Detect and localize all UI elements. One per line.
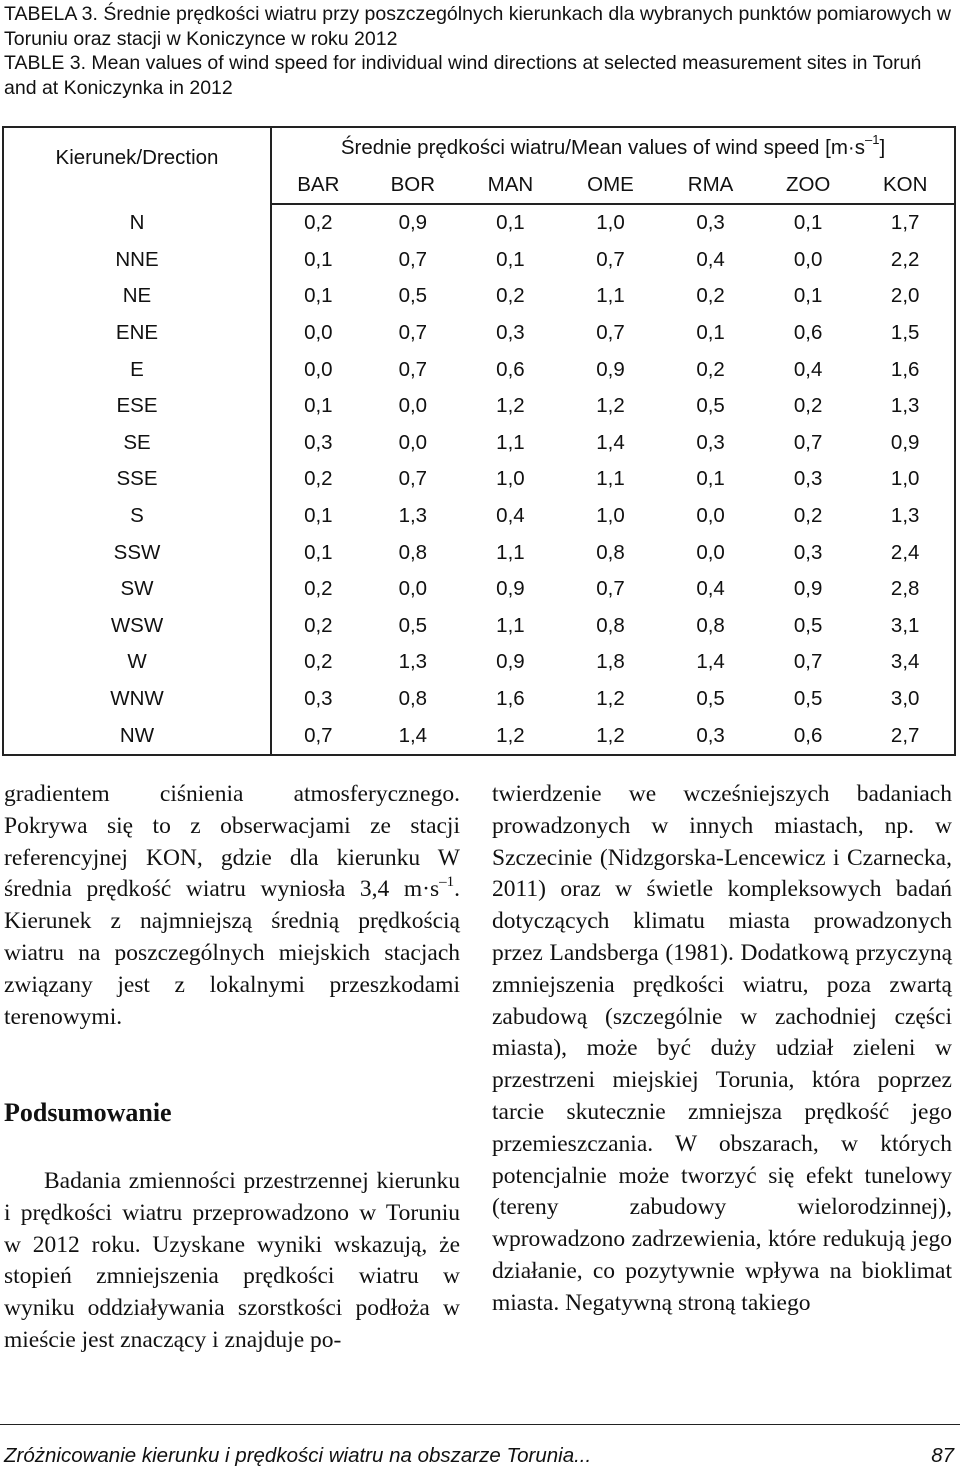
station-header-bor: BOR [365,167,461,205]
value-cell: 0,1 [304,247,333,271]
value-cell: 0,1 [696,467,725,491]
value-cell: 2,0 [890,284,920,308]
value-cell: 0,1 [304,503,333,527]
caption-polish: TABELA 3. Średnie prędkości wiatru przy poszczególnych kierunkach dla wybranych punktów pomiarowych w Toruniu oraz stacji w Koniczynce w roku 2012 [4,3,951,50]
value-cell: 0,5 [398,613,428,637]
value-cell: 0,1 [496,211,525,235]
direction-cell: N [3,204,271,242]
station-header-ome: OME [560,167,661,205]
value-cell: 0,0 [304,320,333,344]
table-row [3,242,955,279]
table-row [3,644,955,681]
right-paragraph: twierdzenie we wcześniejszych badaniach prowadzonych w innych miastach, np. w Szczecinie (Nidzgorska-Lencewicz i Czarnecka, 2011) oraz w świetle kompleksowych badań dotyczących klimatu miasta prowadzonych przez Landsberga (1981). Dodatkową przyczyną zmniejszenia prędkości wiatru, poza zwartą zabudową (szczególnie w zachodniej części miasta), może być duży udział zieleni w przestrzeni miejskiej Torunia, która poprzez tarcie skutecznie zmniejsza prędkość jego przemieszczania. W obszarach, w których potencjalnie może tworzyć się efekt tunelowy (tereny zabudowy wielorodzinnej), wprowadzono zadrzewienia, które redukują jego działanie, co pozytywnie wpływa na bioklimat miasta. Negatywną stroną takiego [492,781,952,1316]
value-cell: 0,4 [793,357,823,381]
direction-cell: NW [3,718,271,756]
value-cell: 0,5 [793,686,823,710]
value-cell: 0,2 [696,284,725,308]
station-header-man: MAN [461,167,560,205]
direction-cell: W [3,644,271,681]
table-row [3,204,955,242]
section-heading: Podsumowanie [4,1098,172,1127]
value-cell: 0,4 [696,577,725,601]
value-cell: 0,2 [793,394,823,418]
table-row [3,388,955,425]
value-cell: 3,1 [890,613,920,637]
value-cell: 1,2 [496,394,525,418]
direction-cell: ESE [3,388,271,425]
direction-cell: NNE [3,242,271,279]
value-cell: 0,9 [793,577,823,601]
value-cell: 0,8 [696,613,725,637]
value-cell: 1,3 [398,503,428,527]
table-row [3,718,955,756]
value-cell: 1,3 [890,394,920,418]
table-header-row [3,127,955,167]
value-cell: 0,2 [793,503,823,527]
value-cell: 1,2 [596,723,625,747]
value-cell: 0,9 [596,357,625,381]
value-cell: 3,0 [890,686,920,710]
direction-cell: WSW [3,608,271,645]
value-cell: 0,9 [496,650,525,674]
table-row [3,681,955,718]
direction-cell: S [3,498,271,535]
direction-cell: SE [3,425,271,462]
direction-cell: SW [3,571,271,608]
value-cell: 0,5 [398,284,428,308]
value-cell: 0,3 [304,686,333,710]
value-cell: 0,0 [398,430,428,454]
value-cell: 0,7 [596,577,625,601]
table-row [3,461,955,498]
direction-cell: SSE [3,461,271,498]
value-cell: 0,4 [496,503,525,527]
value-cell: 0,8 [398,540,428,564]
value-cell: 0,7 [398,467,428,491]
station-header-rma: RMA [661,167,760,205]
value-cell: 0,7 [596,247,625,271]
value-cell: 0,2 [304,650,333,674]
value-cell: 0,1 [304,394,333,418]
left-paragraph: gradientem ciśnienia atmosferycznego. Pokrywa się to z obserwacjami ze stacji referencyjnej KON, gdzie dla kierunku W średnia prędkość wiatru wyniosła 3,4 $m\cdot s^{-1}$. Kierunek z najmniejszą średnią prędkością wiatru na poszczególnych miejskich stacjach związany jest z lokalnymi przeszkodami terenowymi. [4,781,460,1030]
value-cell: 1,1 [596,467,625,491]
value-cell: 1,1 [496,613,525,637]
value-cell: 0,9 [890,430,920,454]
value-cell: 0,9 [398,211,428,235]
station-header-bar: BAR [271,167,365,205]
value-cell: 0,2 [304,577,333,601]
value-cell: 0,6 [793,723,823,747]
value-cell: 0,3 [696,723,725,747]
value-cell: 3,4 [890,650,920,674]
value-cell: 0,3 [696,430,725,454]
left-column-text [4,779,460,1033]
value-cell: 2,8 [890,577,920,601]
value-cell: 1,0 [596,503,625,527]
value-cell: 1,6 [890,357,920,381]
value-cell: 1,0 [596,211,625,235]
value-cell: 0,7 [398,357,428,381]
table-row [3,498,955,535]
value-cell: 1,2 [496,723,525,747]
value-cell: 0,1 [793,211,823,235]
value-cell: 1,6 [496,686,525,710]
page-number: 87 [931,1444,954,1467]
value-cell: 0,3 [496,320,525,344]
direction-cell: SSW [3,535,271,572]
mean-values-header: Średnie prędkości wiatru/Mean values of wind speed $[m\cdot s^{-1}]$ [340,132,886,159]
direction-cell: WNW [3,681,271,718]
value-cell: 0,0 [793,247,823,271]
table-row [3,571,955,608]
value-cell: 0,2 [304,613,333,637]
value-cell: 1,1 [496,430,525,454]
value-cell: 1,5 [890,320,920,344]
value-cell: 0,2 [696,357,725,381]
value-cell: 0,6 [496,357,525,381]
value-cell: 2,7 [890,723,920,747]
value-cell: 0,7 [793,650,823,674]
value-cell: 0,0 [398,394,428,418]
table-body [3,204,955,755]
value-cell: 1,3 [398,650,428,674]
value-cell: 2,2 [890,247,920,271]
value-cell: 0,8 [596,540,625,564]
value-cell: 0,4 [696,247,725,271]
value-cell: 0,5 [696,394,725,418]
table-row [3,352,955,389]
value-cell: 1,1 [596,284,625,308]
footer-running-title: Zróżnicowanie kierunku i prędkości wiatru na obszarze Torunia... [4,1444,592,1467]
direction-cell: ENE [3,315,271,352]
table-caption [4,2,954,100]
value-cell: 1,1 [496,540,525,564]
value-cell: 0,7 [398,247,428,271]
station-header-zoo: ZOO [760,167,856,205]
value-cell: 0,8 [398,686,428,710]
value-cell: 0,5 [696,686,725,710]
value-cell: 1,4 [596,430,625,454]
value-cell: 0,2 [496,284,525,308]
value-cell: 0,0 [398,577,428,601]
table-row [3,608,955,645]
table-row [3,315,955,352]
value-cell: 0,2 [304,467,333,491]
table-row [3,425,955,462]
right-column-text [492,779,952,1320]
wind-speed-table [2,126,956,756]
value-cell: 1,7 [890,211,920,235]
value-cell: 0,7 [398,320,428,344]
value-cell: 0,6 [793,320,823,344]
value-cell: 0,3 [304,430,333,454]
value-cell: 0,7 [596,320,625,344]
direction-header: Kierunek/Drection [3,127,271,204]
station-header-kon: KON [856,167,955,205]
value-cell: 0,7 [304,723,333,747]
value-cell: 0,0 [696,503,725,527]
value-cell: 0,1 [496,247,525,271]
value-cell: 1,0 [890,467,920,491]
value-cell: 1,2 [596,686,625,710]
value-cell: 0,5 [793,613,823,637]
value-cell: 0,1 [793,284,823,308]
value-cell: 1,3 [890,503,920,527]
caption-english: TABLE 3. Mean values of wind speed for individual wind directions at selected measurement sites in Toruń and at Koniczynka in 2012 [4,52,922,99]
value-cell: 0,1 [304,540,333,564]
value-cell: 1,4 [696,650,725,674]
value-cell: 0,9 [496,577,525,601]
direction-cell: NE [3,278,271,315]
table-row [3,278,955,315]
value-cell: 0,3 [696,211,725,235]
value-cell: 0,1 [304,284,333,308]
value-cell: 0,0 [304,357,333,381]
value-cell: 1,2 [596,394,625,418]
value-cell: 0,2 [304,211,333,235]
summary-paragraph: Badania zmienności przestrzennej kierunku i prędkości wiatru przeprowadzono w Toruniu w 2012 roku. Uzyskane wyniki wskazują, że stopień zmniejszenia prędkości wiatru w wyniku oddziaływania szorstkości podłoża w mieście jest znaczący i znajduje po- [4,1168,460,1353]
value-cell: 0,7 [793,430,823,454]
value-cell: 2,4 [890,540,920,564]
value-cell: 1,4 [398,723,428,747]
value-cell: 0,1 [696,320,725,344]
value-cell: 0,3 [793,540,823,564]
value-cell: 0,8 [596,613,625,637]
value-cell: 0,0 [696,540,725,564]
value-cell: 1,0 [496,467,525,491]
value-cell: 1,8 [596,650,625,674]
table-row [3,535,955,572]
value-cell: 0,3 [793,467,823,491]
footer-divider [0,1424,960,1425]
direction-cell: E [3,352,271,389]
